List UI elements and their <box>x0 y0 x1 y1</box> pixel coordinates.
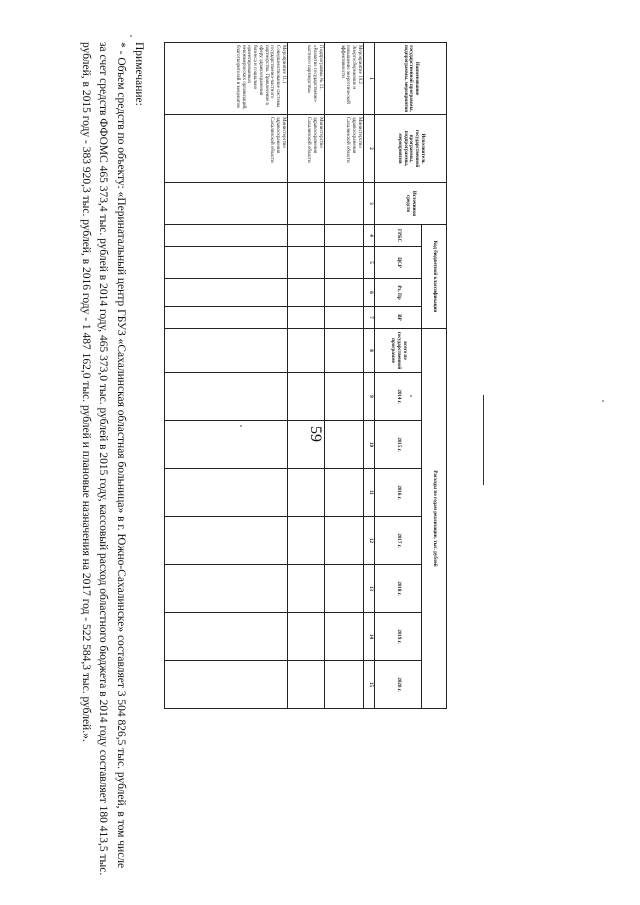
row-name: Мероприятие 10.2 Энергосбережение и повышение энергетической эффективности <box>325 43 364 115</box>
header-year: 2016 г. <box>375 469 422 517</box>
notes-title: Примечание: <box>133 42 145 106</box>
header-year: 2015 г. <box>375 421 422 469</box>
column-number: 8 <box>364 329 375 373</box>
column-number: 2 <box>364 115 375 183</box>
header-csr: ЦСР <box>375 247 422 279</box>
header-rzpr: Рз, Пр <box>375 279 422 307</box>
notes-text: * - Объем средств по объекту: «Перинатальный центр ГБУЗ «Сахалинская областная больница» в г. Южно-Сахалинске» составляет 3 504 826,5 тыс. рублей, в том числе за счет средств ФФОМС 465 373,4 тыс. рублей в 2014 году, 465 373,0 тыс. рублей в 2015 году, кассовый расход областного бюджета в 2014 году составляет 180 413,5 тыс. рублей, в 2015 году - 383 920,3 тыс. рублей, в 2016 году - 1 487 162,0 тыс. рублей и плановые назначения на 2017 год - 522 584,3 тыс. рублей.». <box>79 42 128 876</box>
column-number: 7 <box>364 307 375 329</box>
header-year: 2017 г. <box>375 517 422 565</box>
column-number: 15 <box>364 661 375 709</box>
table-row <box>325 43 364 709</box>
header-year: 2014 г. <box>375 373 422 421</box>
header-grbs: ГРБС <box>375 225 422 247</box>
header-year: 2019 г. <box>375 613 422 661</box>
row-executor: Министерство здравоохранения Сахалинской области <box>165 115 288 183</box>
scan-dot <box>130 35 132 37</box>
header-executor: Исполнитель государственной программы, подпрограммы, мероприятия <box>375 115 447 183</box>
row-executor: Министерство здравоохранения Сахалинской области <box>288 115 325 183</box>
header-expenses: Расходы по годам реализации, тыс. рублей <box>422 329 447 709</box>
table-row <box>165 43 288 709</box>
notes-section <box>76 42 147 877</box>
row-executor: Министерство здравоохранения Сахалинской области <box>325 115 364 183</box>
header-year: 2020 г. <box>375 661 422 709</box>
column-number: 14 <box>364 613 375 661</box>
page-number: 59 <box>307 426 324 442</box>
column-number: 3 <box>364 183 375 225</box>
row-name: Подпрограмма № 11. «Развитие государственно-частного партнерства» <box>288 43 325 115</box>
column-number: 6 <box>364 279 375 307</box>
header-vr: ВР <box>375 307 422 329</box>
row-name: Мероприятие 11.1 Совершенствование системы государственно-частного партнерства. Привлечение в сферу здравоохранения бизнеса и социально ориентированных некоммерческих организаций, благотворителей и меценатов <box>165 43 288 115</box>
column-number: 4 <box>364 225 375 247</box>
budget-table <box>164 42 447 709</box>
rotated-page-content <box>79 42 447 877</box>
column-number: 5 <box>364 247 375 279</box>
column-number: 11 <box>364 469 375 517</box>
header-budget-code: Код бюджетной классификации <box>422 225 447 329</box>
column-number: 10 <box>364 421 375 469</box>
column-number: 13 <box>364 565 375 613</box>
column-number: 9 <box>364 373 375 421</box>
header-source: Источники средств <box>375 183 447 225</box>
header-total: всего по государственной программе <box>375 329 422 373</box>
separator-line <box>483 395 484 485</box>
header-name: Наименование государственной программы, подпрограммы, мероприятия <box>375 43 447 115</box>
column-number: 12 <box>364 517 375 565</box>
column-number: 1 <box>364 43 375 115</box>
scan-dot <box>602 400 604 402</box>
table-row <box>288 43 325 709</box>
header-year: 2018 г. <box>375 565 422 613</box>
